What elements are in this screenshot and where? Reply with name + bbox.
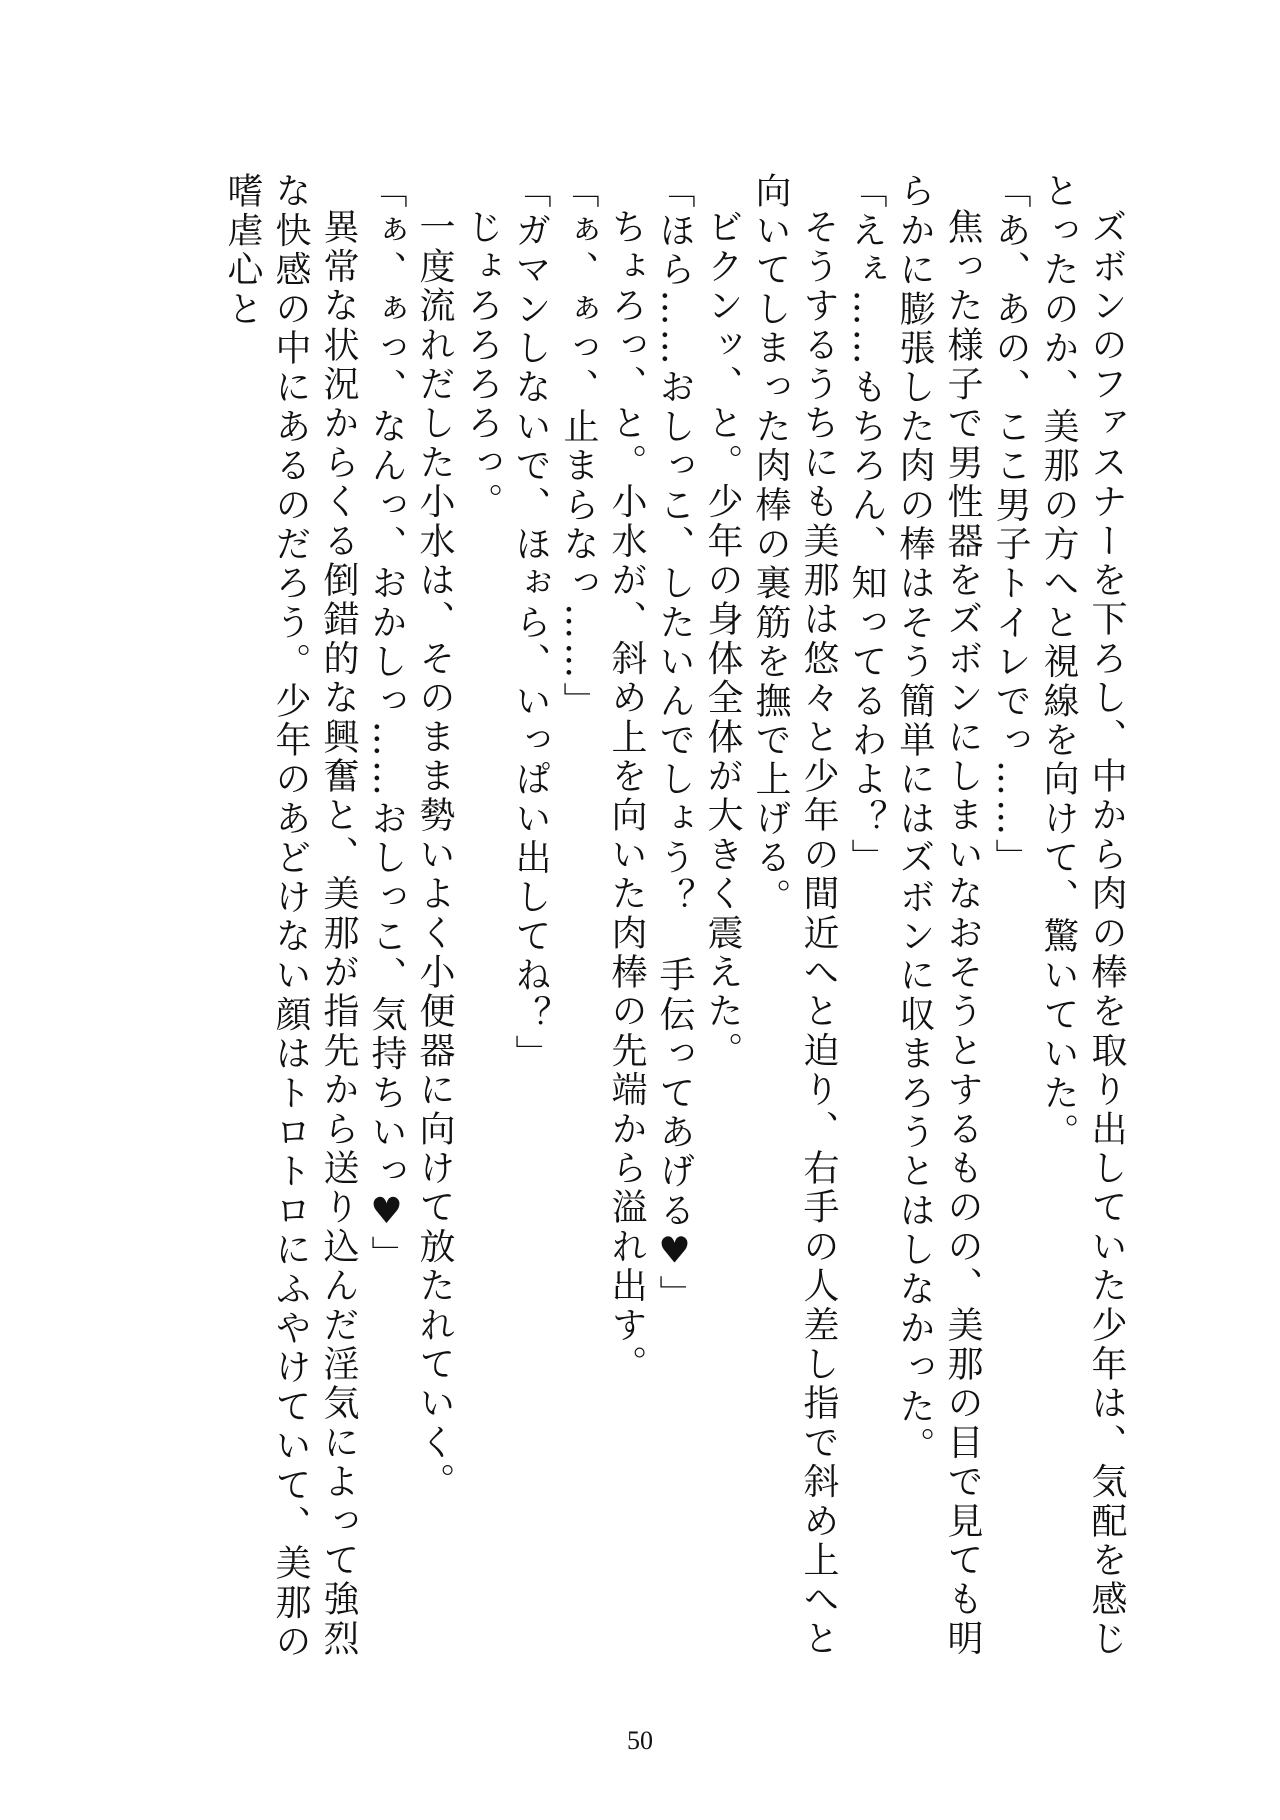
paragraph: 焦った様子で男性器をズボンにしまいなおそうとするものの、美那の目で見ても明らかに膨張した肉の棒はそう簡単にはズボンに収まろうとはしなかった。 (894, 172, 983, 1659)
paragraph: じょろろろろっ。 (462, 208, 503, 522)
paragraph: 「ガマンしないで、ほぉら、いっぱい出してね？」 (510, 172, 551, 1074)
paragraph: そうするうちにも美那は悠々と少年の間近へと迫り、右手の人差し指で斜め上へと向いてしまった肉棒の裏筋を撫で上げる。 (750, 172, 839, 1659)
page-number: 50 (627, 1726, 653, 1755)
vertical-text-body (130, 172, 1130, 1682)
paragraph: 「ほら……おしっこ、したいんでしょう？ 手伝ってあげる♥」 (654, 172, 695, 1314)
paragraph: 「あ、あの、ここ男子トイレでっ……」 (990, 172, 1031, 878)
paragraph: 「えぇ……もちろん、知ってるわよ？」 (846, 172, 887, 878)
paragraph: 「ぁ、ぁっ、止まらなっ……」 (558, 172, 599, 721)
paragraph: ビクンッ、と。少年の身体全体が大きく震えた。 (702, 208, 743, 1071)
paragraph: 「ぁ、ぁっ、なんっ、おかしっ……おしっこ、気持ちいっ♥」 (366, 172, 407, 1275)
paragraph: ズボンのファスナーを下ろし、中から肉の棒を取り出していた少年は、気配を感じとったのか、美那の方へと視線を向けて、驚いていた。 (1038, 172, 1127, 1659)
paragraph: 異常な状況からくる倒錯的な興奮と、美那が指先から送り込んだ淫気によって強烈な快感の中にあるのだろう。少年のあどけない顔はトロトロにふやけていて、美那の嗜虐心と (222, 172, 359, 1662)
paragraph: ちょろっ、と。小水が、斜め上を向いた肉棒の先端から溢れ出す。 (606, 208, 647, 1384)
paragraph: 一度流れだした小水は、そのまま勢いよく小便器に向けて放たれていく。 (414, 208, 455, 1502)
